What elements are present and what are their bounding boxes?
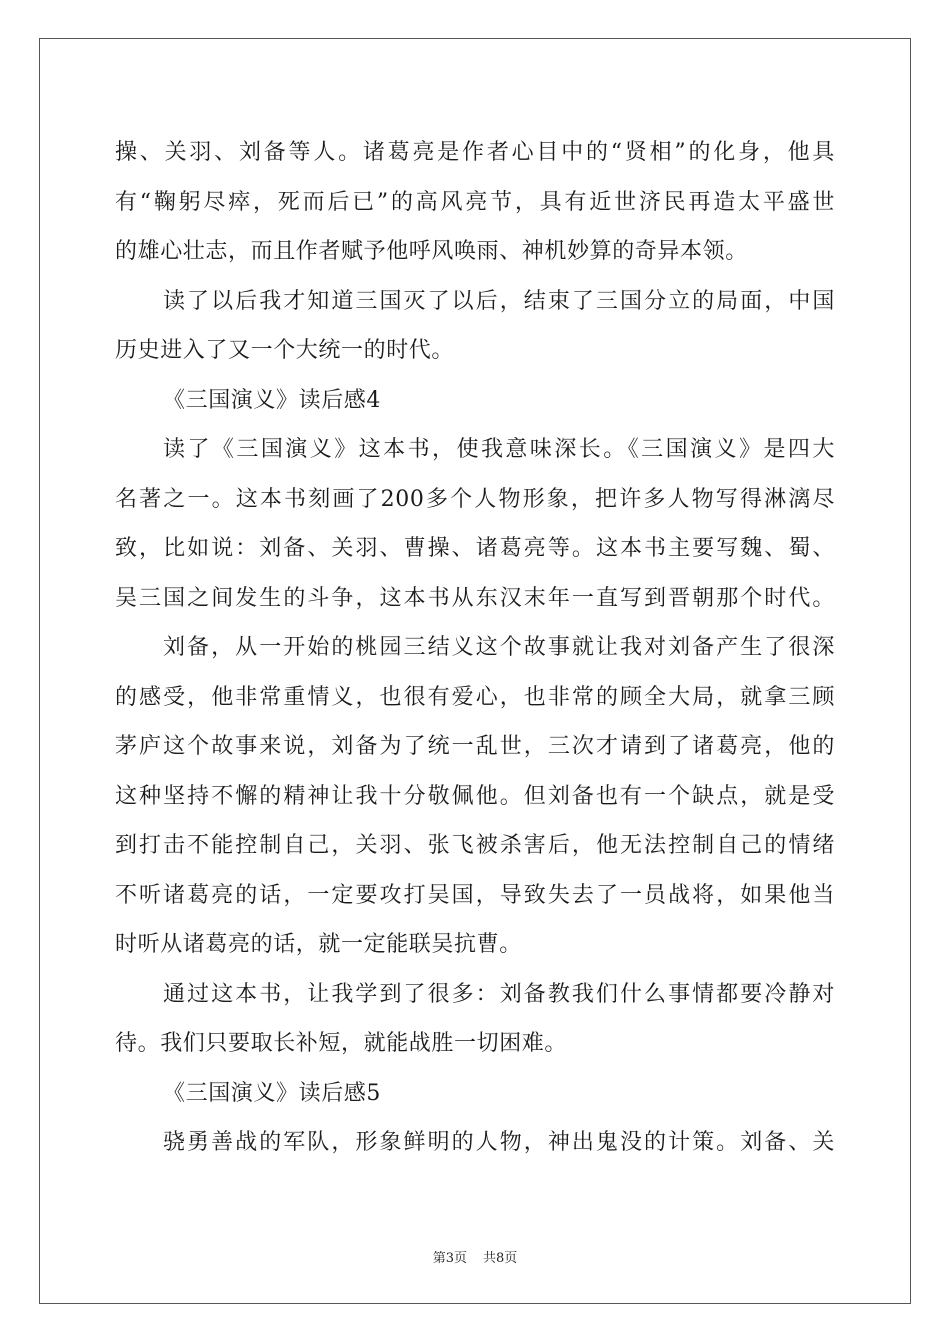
section-heading: 《三国演义》读后感5 (163, 1080, 381, 1106)
text-line: 的雄心壮志，而且作者赋予他呼风唤雨、神机妙算的奇异本领。 (115, 239, 748, 264)
page-total: 共8页 (483, 1251, 518, 1266)
text-line: 待。我们只要取长补短，就能战胜一切困难。 (115, 1031, 568, 1056)
text-line: 历史进入了又一个大统一的时代。 (115, 338, 455, 363)
text-line: 吴三国之间发生的斗争，这本书从东汉末年一直写到晋朝那个时代。 (115, 585, 835, 611)
text-line: 的感受，他非常重情义，也很有爱心，也非常的顾全大局，就拿三顾 (115, 684, 835, 710)
document-body (115, 128, 835, 1168)
text-line: 致，比如说：刘备、关羽、曹操、诸葛亮等。这本书主要写魏、蜀、 (115, 536, 835, 561)
text-line: 有“鞠躬尽瘁，死而后已”的高风亮节，具有近世济民再造太平盛世 (115, 189, 835, 215)
text-line: 名著之一。这本书刻画了200多个人物形象，把许多人物写得淋漓尽 (115, 486, 835, 512)
text-line: 不听诸葛亮的话，一定要攻打吴国，导致失去了一员战将，如果他当 (115, 882, 835, 908)
text-line: 读了以后我才知道三国灭了以后，结束了三国分立的局面，中国 (163, 288, 835, 314)
text-line: 读了《三国演义》这本书，使我意味深长。《三国演义》是四大 (163, 437, 835, 462)
text-line: 操、关羽、刘备等人。诸葛亮是作者心目中的“贤相”的化身，他具 (115, 140, 835, 165)
page-footer (0, 1247, 950, 1266)
text-line: 茅庐这个故事来说，刘备为了统一乱世，三次才请到了诸葛亮，他的 (115, 734, 835, 759)
text-line: 这种坚持不懈的精神让我十分敬佩他。但刘备也有一个缺点，就是受 (115, 783, 835, 809)
text-line: 通过这本书，让我学到了很多：刘备教我们什么事情都要冷静对 (163, 981, 835, 1007)
text-line: 到打击不能控制自己，关羽、张飞被杀害后，他无法控制自己的情绪 (115, 833, 835, 858)
section-heading: 《三国演义》读后感4 (163, 387, 381, 413)
text-line: 骁勇善战的军队，形象鲜明的人物，神出鬼没的计策。刘备、关 (163, 1130, 835, 1155)
text-line: 刘备，从一开始的桃园三结义这个故事就让我对刘备产生了很深 (163, 635, 835, 660)
page-number: 第3页 (432, 1251, 467, 1266)
text-line: 时听从诸葛亮的话，就一定能联吴抗曹。 (115, 932, 522, 957)
